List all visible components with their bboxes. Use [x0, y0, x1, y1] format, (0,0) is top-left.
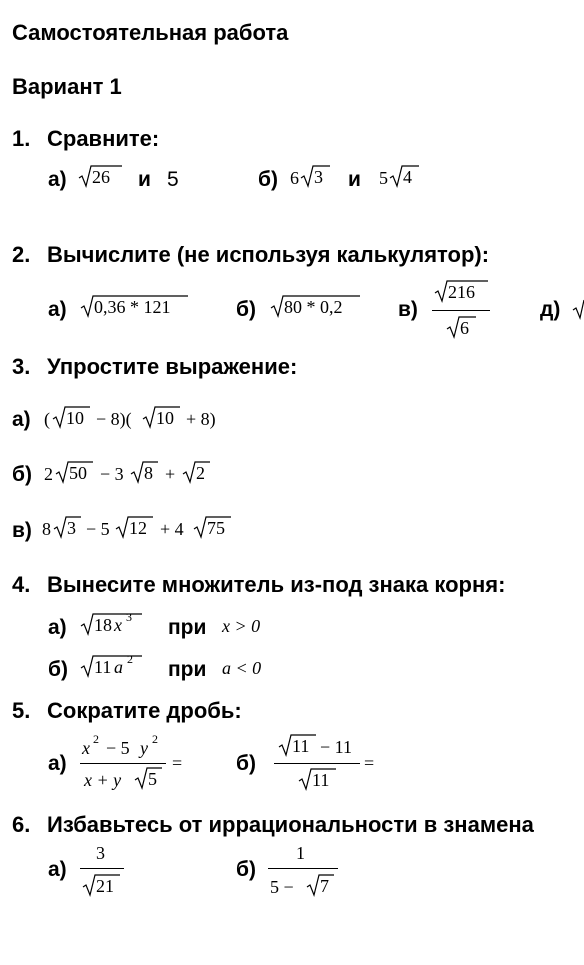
- and-word: и: [138, 168, 151, 191]
- item-label: б): [12, 463, 32, 486]
- radical: 80 * 0,2: [270, 295, 360, 319]
- item-label: д): [540, 298, 561, 321]
- and-word: и: [348, 168, 361, 191]
- radical: 3: [300, 165, 330, 189]
- expr-part: + 4: [160, 519, 184, 539]
- radical: 6: [446, 316, 476, 340]
- task-6-number: 6.: [12, 812, 31, 837]
- exponent: 2: [152, 732, 158, 746]
- coefficient: 6: [290, 168, 299, 188]
- item-label: а): [48, 298, 67, 321]
- expr-part: − 11: [320, 737, 352, 757]
- fraction-bar: [80, 763, 166, 764]
- denominator: 5 −: [270, 877, 294, 897]
- compare-number: 5: [167, 168, 179, 191]
- item-label: б): [236, 752, 256, 775]
- task-4-heading: Вынесите множитель из-под знака корня:: [47, 572, 506, 597]
- item-label: б): [258, 168, 278, 191]
- fraction-bar: [432, 310, 490, 311]
- task-5-number: 5.: [12, 698, 31, 723]
- coefficient: 2: [44, 464, 53, 484]
- radical: 8: [130, 461, 158, 485]
- expr-part: + 8): [186, 409, 216, 429]
- radical: 4: [389, 165, 419, 189]
- task-4-number: 4.: [12, 572, 31, 597]
- fraction-bar: [80, 868, 124, 869]
- condition: x > 0: [222, 616, 261, 636]
- fraction-bar: [274, 763, 360, 764]
- exponent: 2: [93, 732, 99, 746]
- item-label: б): [236, 298, 256, 321]
- task-3-number: 3.: [12, 354, 31, 379]
- task-1-heading: Сравните:: [47, 126, 160, 151]
- expr-part: − 8)(: [96, 409, 132, 429]
- radical: 2: [182, 461, 210, 485]
- radical: 216: [434, 280, 488, 304]
- radical: 10: [52, 406, 90, 430]
- task-6-heading: Избавьтесь от иррациональности в знамена: [47, 812, 534, 837]
- variant-label: Вариант 1: [12, 74, 122, 99]
- radical: 11: [298, 768, 336, 792]
- item-label: а): [48, 858, 67, 881]
- exponent: 2: [127, 652, 133, 666]
- variable: y: [140, 738, 148, 758]
- numerator: 3: [96, 843, 105, 863]
- equals-sign: =: [364, 753, 375, 773]
- coefficient: 8: [42, 519, 51, 539]
- radical: 18: [80, 613, 142, 637]
- expr-part: − 5: [106, 738, 130, 758]
- radical: 50: [55, 461, 93, 485]
- radical: 11: [80, 655, 142, 679]
- expr-part: (: [44, 409, 50, 429]
- numerator: 1: [296, 843, 305, 863]
- expr-part: − 5: [86, 519, 110, 539]
- radical: 75: [193, 516, 231, 540]
- task-3-heading: Упростите выражение:: [47, 354, 298, 379]
- fraction-bar: [268, 868, 338, 869]
- expr-part: − 3: [100, 464, 124, 484]
- radical: 21: [82, 874, 120, 898]
- task-2-heading: Вычислите (не используя калькулятор):: [47, 242, 490, 267]
- radical: 7: [306, 874, 334, 898]
- at-word: при: [168, 658, 207, 681]
- denominator: x + y: [84, 770, 122, 790]
- radical: 12: [115, 516, 153, 540]
- exponent: 3: [126, 610, 132, 624]
- item-label: в): [12, 519, 32, 542]
- radical-cut: [572, 297, 584, 321]
- item-label: а): [48, 168, 67, 191]
- task-2-number: 2.: [12, 242, 31, 267]
- page-title: Самостоятельная работа: [12, 20, 289, 45]
- item-label: а): [48, 616, 67, 639]
- radical: 26: [78, 165, 122, 189]
- item-label: а): [12, 408, 31, 431]
- radical: 0,36 * 121: [80, 295, 188, 319]
- task-1-number: 1.: [12, 126, 31, 151]
- radical: 5: [134, 767, 162, 791]
- variable: a: [114, 657, 123, 677]
- radical: 3: [53, 516, 81, 540]
- variable: x: [82, 738, 90, 758]
- expr-part: +: [165, 464, 176, 484]
- condition: a < 0: [222, 658, 262, 678]
- item-label: б): [236, 858, 256, 881]
- radical: 10: [142, 406, 180, 430]
- variable: x: [114, 615, 122, 635]
- coefficient: 5: [379, 168, 388, 188]
- item-label: б): [48, 658, 68, 681]
- item-label: а): [48, 752, 67, 775]
- task-5-heading: Сократите дробь:: [47, 698, 242, 723]
- item-label: в): [398, 298, 418, 321]
- radical: 11: [278, 734, 316, 758]
- equals-sign: =: [172, 753, 183, 773]
- at-word: при: [168, 616, 207, 639]
